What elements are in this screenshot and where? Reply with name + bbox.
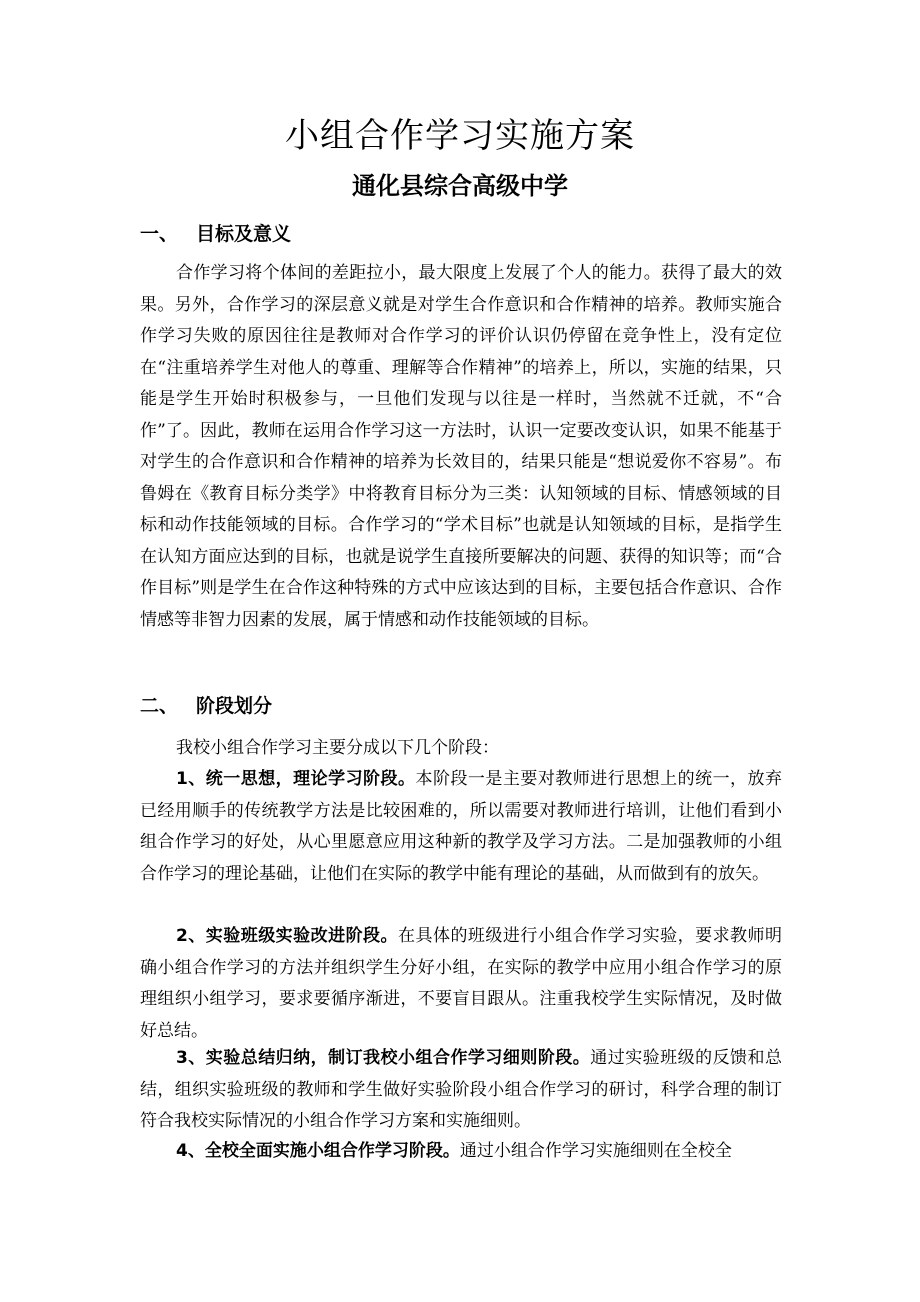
stage-text-1: 本阶段一是主要对教师进行思想上的统一，放弃已经用顺手的传统教学方法是比较困难的，所以需要对教师进行培训，让他们看到小组合作学习的好处，从心里愿意应用这种新的教学及学习方法。二是加强教师的小组合作学习的理论基础，让他们在实际的教学中能有理论的基础，从而做到有的放矢。 bbox=[140, 769, 783, 884]
stage-paragraph-3 bbox=[140, 1043, 782, 1138]
section-1-paragraph: 合作学习将个体间的差距拉小，最大限度上发展了个人的能力。获得了最大的效果。另外，合作学习的深层意义就是对学生合作意识和合作精神的培养。教师实施合作学习失败的原因往往是教师对合作学习的评价认识仍停留在竞争性上，没有定位在“注重培养学生对他人的尊重、理解等合作精神”的培养上，所以，实施的结果，只能是学生开始时积极参与，一旦他们发现与以往是一样时，当然就不迁就，不“合作”了。因此，教师在运用合作学习这一方法时，认识一定要改变认识，如果不能基于对学生的合作意识和合作精神的培养为长效目的，结果只能是“想说爱你不容易”。布鲁姆在《教育目标分类学》中将教育目标分为三类：认知领域的目标、情感领域的目标和动作技能领域的目标。合作学习的“学术目标”也就是认知领域的目标，是指学生在认知方面应达到的目标，也就是说学生直接所要解决的问题、获得的知识等；而“合作目标”则是学生在合作这种特殊的方式中应该达到的目标，主要包括合作意识、合作情感等非智力因素的发展，属于情感和动作技能领域的目标。 bbox=[140, 263, 782, 630]
stage-lead-2: 2、实验班级实验改进阶段。 bbox=[176, 926, 399, 946]
stage-lead-3: 3、实验总结归纳，制订我校小组合作学习细则阶段。 bbox=[176, 1048, 591, 1068]
section-title-2: 阶段划分 bbox=[196, 695, 273, 717]
section-2-intro: 我校小组合作学习主要分成以下几个阶段： bbox=[176, 738, 499, 758]
section-title-1: 目标及意义 bbox=[196, 223, 292, 245]
stage-lead-4: 4、全校全面实施小组合作学习阶段。 bbox=[176, 1141, 460, 1161]
document-subtitle: 通化县综合高级中学 bbox=[352, 172, 568, 200]
stage-lead-1: 1、统一思想，理论学习阶段。 bbox=[176, 769, 416, 789]
stage-paragraph-1 bbox=[140, 764, 782, 890]
stage-text-2: 在具体的班级进行小组合作学习实验，要求教师明确小组合作学习的方法并组织学生分好小组，在实际的教学中应用小组合作学习的原理组织小组学习，要求要循序渐进，不要盲目跟从。注重我校学生实际情况，及时做好总结。 bbox=[140, 926, 783, 1041]
document-title: 小组合作学习实施方案 bbox=[285, 116, 635, 156]
section-heading-2 bbox=[140, 692, 272, 720]
stage-paragraph-4 bbox=[140, 1136, 782, 1168]
section-number-2: 二、 bbox=[140, 695, 179, 717]
stage-paragraph-2 bbox=[140, 921, 782, 1047]
section-number-1: 一、 bbox=[140, 223, 179, 245]
stage-text-4: 通过小组合作学习实施细则在全校全 bbox=[459, 1141, 732, 1161]
stage-text-3: 通过实验班级的反馈和总结，组织实验班级的教师和学生做好实验阶段小组合作学习的研讨，科学合理的制订符合我校实际情况的小组合作学习方案和实施细则。 bbox=[140, 1048, 783, 1131]
section-heading-1 bbox=[140, 220, 291, 248]
